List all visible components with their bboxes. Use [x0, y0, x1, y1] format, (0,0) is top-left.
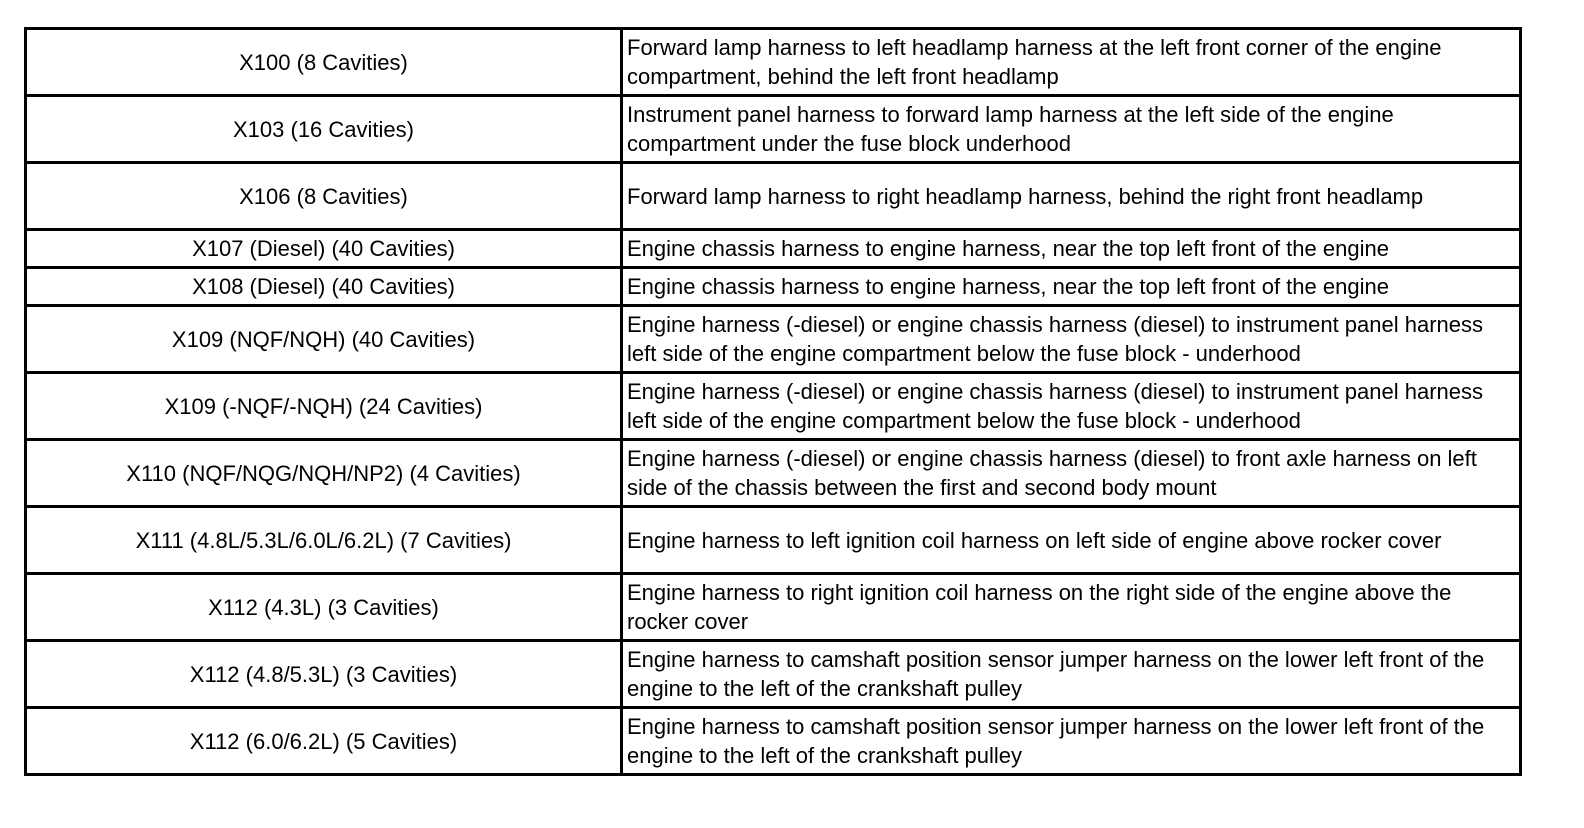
table-row [26, 373, 1521, 440]
connector-location-cell: Engine harness to camshaft position sensor jumper harness on the lower left front of the engine to the left of the crankshaft pulley [622, 641, 1521, 708]
table-row [26, 641, 1521, 708]
connector-id-cell: X100 (8 Cavities) [26, 29, 622, 96]
connector-location-cell: Engine chassis harness to engine harness, near the top left front of the engine [622, 268, 1521, 306]
connector-id-cell: X103 (16 Cavities) [26, 96, 622, 163]
connector-location-cell: Engine harness to left ignition coil harness on left side of engine above rocker cover [622, 507, 1521, 574]
connector-id-cell: X112 (4.8/5.3L) (3 Cavities) [26, 641, 622, 708]
connector-id-cell: X109 (NQF/NQH) (40 Cavities) [26, 306, 622, 373]
connector-location-cell: Engine harness to right ignition coil harness on the right side of the engine above the rocker cover [622, 574, 1521, 641]
connector-location-cell: Instrument panel harness to forward lamp harness at the left side of the engine compartment under the fuse block underhood [622, 96, 1521, 163]
connector-location-cell: Engine harness (-diesel) or engine chassis harness (diesel) to front axle harness on left side of the chassis between the first and second body mount [622, 440, 1521, 507]
connector-id-cell: X107 (Diesel) (40 Cavities) [26, 230, 622, 268]
table-row [26, 574, 1521, 641]
connector-location-cell: Engine harness (-diesel) or engine chassis harness (diesel) to instrument panel harness left side of the engine compartment below the fuse block - underhood [622, 373, 1521, 440]
table-row [26, 708, 1521, 775]
table-row [26, 230, 1521, 268]
connector-id-cell: X112 (6.0/6.2L) (5 Cavities) [26, 708, 622, 775]
connector-id-cell: X112 (4.3L) (3 Cavities) [26, 574, 622, 641]
connector-location-cell: Forward lamp harness to right headlamp harness, behind the right front headlamp [622, 163, 1521, 230]
table-row [26, 268, 1521, 306]
table-row [26, 507, 1521, 574]
table-row [26, 29, 1521, 96]
connector-id-cell: X109 (-NQF/-NQH) (24 Cavities) [26, 373, 622, 440]
connector-location-cell: Engine harness (-diesel) or engine chassis harness (diesel) to instrument panel harness left side of the engine compartment below the fuse block - underhood [622, 306, 1521, 373]
connector-id-cell: X110 (NQF/NQG/NQH/NP2) (4 Cavities) [26, 440, 622, 507]
connector-location-cell: Engine chassis harness to engine harness, near the top left front of the engine [622, 230, 1521, 268]
table-row [26, 96, 1521, 163]
connector-id-cell: X111 (4.8L/5.3L/6.0L/6.2L) (7 Cavities) [26, 507, 622, 574]
connector-location-cell: Engine harness to camshaft position sensor jumper harness on the lower left front of the engine to the left of the crankshaft pulley [622, 708, 1521, 775]
connector-id-cell: X106 (8 Cavities) [26, 163, 622, 230]
table-row [26, 440, 1521, 507]
table-row [26, 306, 1521, 373]
table-row [26, 163, 1521, 230]
connector-id-cell: X108 (Diesel) (40 Cavities) [26, 268, 622, 306]
connector-location-table [24, 27, 1522, 776]
connector-location-cell: Forward lamp harness to left headlamp harness at the left front corner of the engine compartment, behind the left front headlamp [622, 29, 1521, 96]
